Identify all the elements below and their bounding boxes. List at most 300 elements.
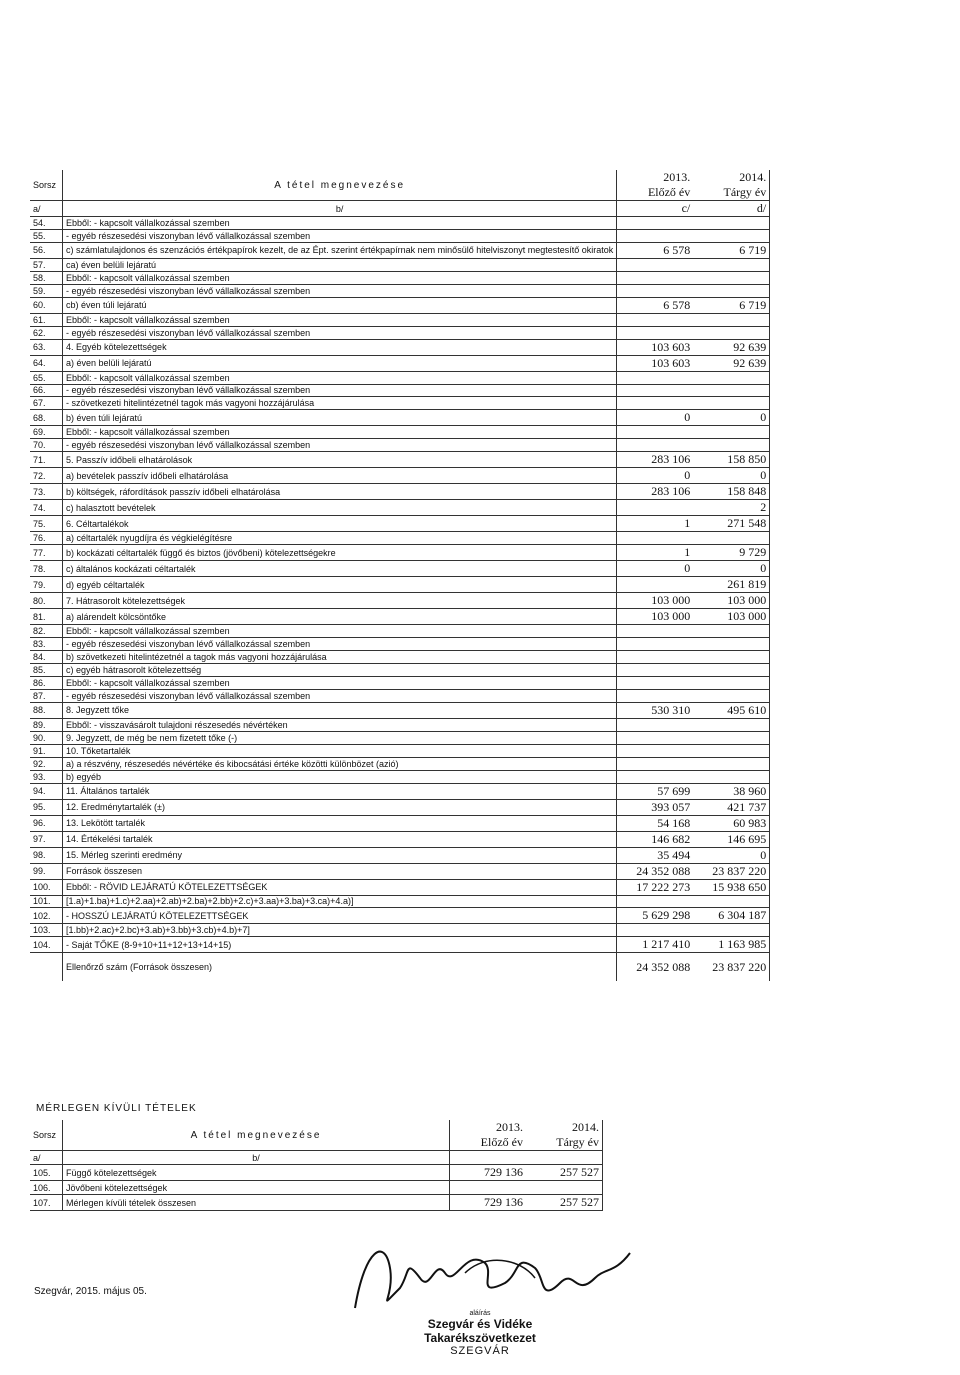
row-number: 89. xyxy=(30,718,63,731)
table-row xyxy=(30,410,770,426)
current-year-value xyxy=(693,397,770,410)
table-row xyxy=(30,297,770,313)
prev-year-value: 393 057 xyxy=(617,799,694,815)
prev-year-value xyxy=(617,258,694,271)
row-number: 72. xyxy=(30,468,63,484)
prev-year-value xyxy=(617,895,694,908)
row-number: 84. xyxy=(30,651,63,664)
row-number: 103. xyxy=(30,924,63,937)
row-description: Jövőbeni kötelezettségek xyxy=(63,1181,450,1195)
cooperative-stamp xyxy=(400,1310,560,1357)
col-num-header: Sorsz xyxy=(30,170,63,201)
row-number: 85. xyxy=(30,664,63,677)
row-description: Függő kötelezettségek xyxy=(63,1165,450,1181)
current-year-value xyxy=(693,313,770,326)
row-number: 100. xyxy=(30,879,63,895)
row-description: b) kockázati céltartalék függő és biztos (jövőbeni) kötelezettségekre xyxy=(63,545,617,561)
row-number: 76. xyxy=(30,532,63,545)
table-row xyxy=(30,384,770,397)
current-year-value: 6 719 xyxy=(693,297,770,313)
table-row xyxy=(30,770,770,783)
liabilities-table xyxy=(30,170,770,981)
prev-year-value: 283 106 xyxy=(617,452,694,468)
row-description: 13. Lekötött tartalék xyxy=(63,815,617,831)
table-row xyxy=(30,339,770,355)
col-a-label: a/ xyxy=(30,1151,63,1165)
table-row xyxy=(30,313,770,326)
row-number: 94. xyxy=(30,783,63,799)
table-row xyxy=(30,326,770,339)
row-description: d) egyéb céltartalék xyxy=(63,577,617,593)
table-row xyxy=(30,831,770,847)
stamp-line-3: SZEGVÁR xyxy=(450,1345,510,1357)
offbalance-title: MÉRLEGEN KÍVÜLI TÉTELEK xyxy=(36,1103,197,1114)
prev-year-value xyxy=(617,532,694,545)
table-row xyxy=(30,702,770,718)
row-number: 97. xyxy=(30,831,63,847)
row-number: 71. xyxy=(30,452,63,468)
row-description: 11. Általános tartalék xyxy=(63,783,617,799)
row-description: - egyéb részesedési viszonyban lévő vállalkozással szemben xyxy=(63,638,617,651)
row-number: 70. xyxy=(30,439,63,452)
prev-year-value xyxy=(617,651,694,664)
row-description: Ebből: - visszavásárolt tulajdoni részesedés névértéken xyxy=(63,718,617,731)
row-number: 106. xyxy=(30,1181,63,1195)
row-description: a) alárendelt kölcsöntőke xyxy=(63,609,617,625)
row-number: 79. xyxy=(30,577,63,593)
table-row xyxy=(30,651,770,664)
table-row xyxy=(30,783,770,799)
row-description: Mérlegen kívüli tételek összesen xyxy=(63,1195,450,1211)
row-number: 88. xyxy=(30,702,63,718)
table-row xyxy=(30,426,770,439)
prev-year-value: 1 217 410 xyxy=(617,937,694,953)
current-year-value xyxy=(693,426,770,439)
prev-year-value xyxy=(617,439,694,452)
table-row xyxy=(30,500,770,516)
checksum-cur: 23 837 220 xyxy=(693,953,770,981)
row-description: a) bevételek passzív időbeli elhatárolása xyxy=(63,468,617,484)
row-description: Források összesen xyxy=(63,863,617,879)
row-description: 10. Tőketartalék xyxy=(63,744,617,757)
prev-year-value: 729 136 xyxy=(450,1165,527,1181)
row-description: [1.bb)+2.ac)+2.bc)+3.ab)+3.bb)+3.cb)+4.b)+7] xyxy=(63,924,617,937)
current-year-value xyxy=(693,326,770,339)
row-description: Ebből: - kapcsolt vállalkozással szemben xyxy=(63,313,617,326)
row-number: 64. xyxy=(30,355,63,371)
row-description: - egyéb részesedési viszonyban lévő vállalkozással szemben xyxy=(63,326,617,339)
offbalance-header-row-1 xyxy=(30,1120,603,1151)
row-description: - egyéb részesedési viszonyban lévő vállalkozással szemben xyxy=(63,284,617,297)
prev-year-value xyxy=(617,718,694,731)
row-number: 57. xyxy=(30,258,63,271)
table-row xyxy=(30,561,770,577)
current-year-value: 0 xyxy=(693,468,770,484)
current-year-value: 60 983 xyxy=(693,815,770,831)
prev-year-value xyxy=(617,664,694,677)
prev-year-value: 729 136 xyxy=(450,1195,527,1211)
current-year-value xyxy=(693,271,770,284)
col-title-header: A tétel megnevezése xyxy=(63,1120,450,1151)
prev-year-value: 0 xyxy=(617,410,694,426)
table-row xyxy=(30,355,770,371)
prev-year-value xyxy=(617,757,694,770)
prev-year-value: 1 xyxy=(617,545,694,561)
current-year-value xyxy=(693,676,770,689)
prev-year-value: 17 222 273 xyxy=(617,879,694,895)
stamp-line-2: Takarékszövetkezet xyxy=(424,1331,536,1345)
table-row xyxy=(30,863,770,879)
row-description: a) éven belüli lejáratú xyxy=(63,355,617,371)
current-year-value: 1 163 985 xyxy=(693,937,770,953)
row-description: c) általános kockázati céltartalék xyxy=(63,561,617,577)
col-prev-year: 2013. Előző év xyxy=(450,1120,527,1151)
current-year-value: 158 848 xyxy=(693,484,770,500)
table-row xyxy=(30,895,770,908)
prev-year-value: 57 699 xyxy=(617,783,694,799)
row-number: 95. xyxy=(30,799,63,815)
row-description: 5. Passzív időbeli elhatárolások xyxy=(63,452,617,468)
table-row xyxy=(30,815,770,831)
prev-year-value: 0 xyxy=(617,561,694,577)
prev-year-value: 103 603 xyxy=(617,355,694,371)
current-year-value: 103 000 xyxy=(693,609,770,625)
prev-year-value xyxy=(617,577,694,593)
row-number: 77. xyxy=(30,545,63,561)
current-year-value xyxy=(693,625,770,638)
prev-year-value: 5 629 298 xyxy=(617,908,694,924)
row-description: 9. Jegyzett, de még be nem fizetett tőke (-) xyxy=(63,731,617,744)
prev-year-value xyxy=(617,744,694,757)
table-row xyxy=(30,484,770,500)
current-year-value xyxy=(693,638,770,651)
current-year-value: 92 639 xyxy=(693,339,770,355)
row-description: b) éven túli lejáratú xyxy=(63,410,617,426)
prev-year-value xyxy=(617,924,694,937)
prev-year-value: 24 352 088 xyxy=(617,863,694,879)
row-description: Ebből: - kapcsolt vállalkozással szemben xyxy=(63,426,617,439)
current-year-value xyxy=(693,731,770,744)
current-year-value xyxy=(693,744,770,757)
table-row xyxy=(30,664,770,677)
table-row xyxy=(30,625,770,638)
table-row xyxy=(30,452,770,468)
col-d-label: d/ xyxy=(693,201,770,217)
row-description: b) egyéb xyxy=(63,770,617,783)
row-number: 92. xyxy=(30,757,63,770)
current-year-value: 0 xyxy=(693,410,770,426)
prev-year-value: 146 682 xyxy=(617,831,694,847)
row-number: 105. xyxy=(30,1165,63,1181)
current-year-value: 257 527 xyxy=(526,1195,603,1211)
prev-year-value: 6 578 xyxy=(617,297,694,313)
row-number: 90. xyxy=(30,731,63,744)
prev-year-value xyxy=(617,326,694,339)
row-number: 66. xyxy=(30,384,63,397)
table-row xyxy=(30,545,770,561)
prev-year-value xyxy=(617,217,694,230)
col-c-label: c/ xyxy=(617,201,694,217)
table-row xyxy=(30,744,770,757)
row-number: 75. xyxy=(30,516,63,532)
row-description: a) céltartalék nyugdíjra és végkielégítésre xyxy=(63,532,617,545)
prev-year-value xyxy=(617,271,694,284)
row-number: 69. xyxy=(30,426,63,439)
row-number: 61. xyxy=(30,313,63,326)
col-title-header: A tétel megnevezése xyxy=(63,170,617,201)
table-row xyxy=(30,924,770,937)
prev-year-value: 103 603 xyxy=(617,339,694,355)
prev-year-value xyxy=(617,500,694,516)
row-description: 12. Eredménytartalék (±) xyxy=(63,799,617,815)
table-row xyxy=(30,593,770,609)
prev-year-value xyxy=(617,676,694,689)
stamp-line-1: Szegvár és Vidéke xyxy=(427,1317,533,1331)
offbalance-header-row-2 xyxy=(30,1151,603,1165)
row-description: cb) éven túli lejáratú xyxy=(63,297,617,313)
table-row xyxy=(30,757,770,770)
prev-year-value: 103 000 xyxy=(617,609,694,625)
prev-year-value: 35 494 xyxy=(617,847,694,863)
current-year-value xyxy=(693,284,770,297)
row-description: - egyéb részesedési viszonyban lévő vállalkozással szemben xyxy=(63,439,617,452)
table-row xyxy=(30,638,770,651)
row-description: 4. Egyéb kötelezettségek xyxy=(63,339,617,355)
row-number: 86. xyxy=(30,676,63,689)
prev-year-value: 0 xyxy=(617,468,694,484)
table-row xyxy=(30,468,770,484)
current-year-value xyxy=(693,384,770,397)
current-year-value xyxy=(693,689,770,702)
prev-year-value: 6 578 xyxy=(617,242,694,258)
prev-year-value xyxy=(617,625,694,638)
col-cur-year: 2014. Tárgy év xyxy=(693,170,770,201)
table-row xyxy=(30,371,770,384)
row-description: - egyéb részesedési viszonyban lévő vállalkozással szemben xyxy=(63,689,617,702)
current-year-value xyxy=(693,371,770,384)
row-number: 78. xyxy=(30,561,63,577)
table-row xyxy=(30,718,770,731)
row-description: b) szövetkezeti hitelintézetnél a tagok más vagyoni hozzájárulása xyxy=(63,651,617,664)
current-year-value xyxy=(693,924,770,937)
table-row xyxy=(30,271,770,284)
offbalance-row xyxy=(30,1181,603,1195)
offbalance-row xyxy=(30,1165,603,1181)
checksum-prev: 24 352 088 xyxy=(636,959,691,974)
row-number: 60. xyxy=(30,297,63,313)
current-year-value xyxy=(693,258,770,271)
table-row xyxy=(30,397,770,410)
table-row xyxy=(30,258,770,271)
table-row xyxy=(30,532,770,545)
prev-year-value: 1 xyxy=(617,516,694,532)
prev-year-value xyxy=(617,770,694,783)
row-description: - egyéb részesedési viszonyban lévő vállalkozással szemben xyxy=(63,384,617,397)
row-number: 101. xyxy=(30,895,63,908)
prev-year-value: 530 310 xyxy=(617,702,694,718)
current-year-value: 92 639 xyxy=(693,355,770,371)
row-number: 54. xyxy=(30,217,63,230)
row-number: 67. xyxy=(30,397,63,410)
row-number: 58. xyxy=(30,271,63,284)
row-number: 55. xyxy=(30,229,63,242)
row-number: 56. xyxy=(30,242,63,258)
row-number: 93. xyxy=(30,770,63,783)
row-number: 96. xyxy=(30,815,63,831)
table-row xyxy=(30,937,770,953)
current-year-value xyxy=(526,1181,603,1195)
row-description: - szövetkezeti hitelintézetnél tagok más vagyoni hozzájárulása xyxy=(63,397,617,410)
current-year-value xyxy=(693,718,770,731)
row-description: c) halasztott bevételek xyxy=(63,500,617,516)
current-year-value: 261 819 xyxy=(693,577,770,593)
current-year-value: 495 610 xyxy=(693,702,770,718)
row-number: 59. xyxy=(30,284,63,297)
table-row xyxy=(30,908,770,924)
row-number: 87. xyxy=(30,689,63,702)
row-description: - Saját TŐKE (8-9+10+11+12+13+14+15) xyxy=(63,937,617,953)
row-number: 68. xyxy=(30,410,63,426)
current-year-value: 0 xyxy=(693,847,770,863)
row-description: 8. Jegyzett tőke xyxy=(63,702,617,718)
current-year-value xyxy=(693,217,770,230)
current-year-value: 2 xyxy=(693,500,770,516)
prev-year-value xyxy=(617,426,694,439)
table-row xyxy=(30,689,770,702)
row-description: a) a részvény, részesedés névértéke és kibocsátási értéke közötti különbözet (azió) xyxy=(63,757,617,770)
col-cur-year: 2014. Tárgy év xyxy=(526,1120,603,1151)
col-a-label: a/ xyxy=(30,201,63,217)
current-year-value: 271 548 xyxy=(693,516,770,532)
row-description: Ebből: - kapcsolt vállalkozással szemben xyxy=(63,676,617,689)
current-year-value: 421 737 xyxy=(693,799,770,815)
current-year-value: 158 850 xyxy=(693,452,770,468)
row-description: Ebből: - kapcsolt vállalkozással szemben xyxy=(63,217,617,230)
row-number: 65. xyxy=(30,371,63,384)
current-year-value xyxy=(693,532,770,545)
stamp-signature-label: aláírás xyxy=(469,1310,491,1317)
current-year-value: 6 304 187 xyxy=(693,908,770,924)
current-year-value: 103 000 xyxy=(693,593,770,609)
prev-year-value xyxy=(617,229,694,242)
prev-year-value xyxy=(617,731,694,744)
row-number: 83. xyxy=(30,638,63,651)
current-year-value xyxy=(693,895,770,908)
table-row xyxy=(30,847,770,863)
row-number: 91. xyxy=(30,744,63,757)
offbalance-table xyxy=(30,1120,603,1211)
row-number: 99. xyxy=(30,863,63,879)
row-number: 81. xyxy=(30,609,63,625)
row-description: 7. Hátrasorolt kötelezettségek xyxy=(63,593,617,609)
current-year-value xyxy=(693,770,770,783)
table-row xyxy=(30,577,770,593)
prev-year-value xyxy=(617,313,694,326)
prev-year-value: 103 000 xyxy=(617,593,694,609)
current-year-value: 257 527 xyxy=(526,1165,603,1181)
current-year-value: 23 837 220 xyxy=(693,863,770,879)
row-description: c) számlatulajdonos és szenzációs értékpapírok kezelt, de az Épt. szerint értékpapírnak nem minősülő hitelviszonyt megtestesítő okiratok xyxy=(63,242,617,258)
col-prev-year: 2013. Előző év xyxy=(617,170,694,201)
offbalance-row xyxy=(30,1195,603,1211)
current-year-value: 0 xyxy=(693,561,770,577)
current-year-value xyxy=(693,664,770,677)
current-year-value: 15 938 650 xyxy=(693,879,770,895)
table-row xyxy=(30,609,770,625)
prev-year-value xyxy=(617,689,694,702)
row-number: 63. xyxy=(30,339,63,355)
row-description: - HOSSZÚ LEJÁRATÚ KÖTELEZETTSÉGEK xyxy=(63,908,617,924)
row-description: [1.a)+1.ba)+1.c)+2.aa)+2.ab)+2.ba)+2.bb)+2.c)+3.aa)+3.ba)+3.ca)+4.a)] xyxy=(63,895,617,908)
row-number: 102. xyxy=(30,908,63,924)
table-header-row-2 xyxy=(30,201,770,217)
row-description: b) költségek, ráfordítások passzív időbeli elhatárolása xyxy=(63,484,617,500)
prev-year-value xyxy=(617,371,694,384)
table-row xyxy=(30,731,770,744)
col-b-label: b/ xyxy=(63,201,617,217)
checksum-label: Ellenőrző szám (Források összesen) xyxy=(63,953,617,981)
row-description: ca) éven belüli lejáratú xyxy=(63,258,617,271)
table-row xyxy=(30,217,770,230)
place-date: Szegvár, 2015. május 05. xyxy=(34,1286,147,1297)
col-num-header: Sorsz xyxy=(30,1120,63,1151)
prev-year-value xyxy=(450,1181,527,1195)
current-year-value: 6 719 xyxy=(693,242,770,258)
current-year-value: 9 729 xyxy=(693,545,770,561)
checksum-row xyxy=(30,953,770,981)
prev-year-value xyxy=(617,397,694,410)
prev-year-value xyxy=(617,638,694,651)
current-year-value xyxy=(693,757,770,770)
table-row xyxy=(30,284,770,297)
row-description: c) egyéb hátrasorolt kötelezettség xyxy=(63,664,617,677)
handwritten-signature xyxy=(345,1228,645,1318)
col-b-label: b/ xyxy=(63,1151,450,1165)
row-number: 98. xyxy=(30,847,63,863)
row-description: Ebből: - kapcsolt vállalkozással szemben xyxy=(63,371,617,384)
table-row xyxy=(30,799,770,815)
row-number: 74. xyxy=(30,500,63,516)
table-row xyxy=(30,676,770,689)
row-number: 82. xyxy=(30,625,63,638)
current-year-value xyxy=(693,651,770,664)
row-number: 107. xyxy=(30,1195,63,1211)
table-row xyxy=(30,242,770,258)
row-description: Ebből: - kapcsolt vállalkozással szemben xyxy=(63,625,617,638)
row-description: Ebből: - kapcsolt vállalkozással szemben xyxy=(63,271,617,284)
current-year-value xyxy=(693,229,770,242)
row-description: 15. Mérleg szerinti eredmény xyxy=(63,847,617,863)
row-description: Ebből: - RÖVID LEJÁRATÚ KÖTELEZETTSÉGEK xyxy=(63,879,617,895)
row-number: 73. xyxy=(30,484,63,500)
row-number: 80. xyxy=(30,593,63,609)
prev-year-value xyxy=(617,284,694,297)
row-number: 104. xyxy=(30,937,63,953)
row-description: 6. Céltartalékok xyxy=(63,516,617,532)
current-year-value: 38 960 xyxy=(693,783,770,799)
prev-year-value xyxy=(617,384,694,397)
table-row xyxy=(30,439,770,452)
row-number: 62. xyxy=(30,326,63,339)
table-header-row-1 xyxy=(30,170,770,201)
prev-year-value: 54 168 xyxy=(617,815,694,831)
row-description: 14. Értékelési tartalék xyxy=(63,831,617,847)
table-row xyxy=(30,516,770,532)
row-description: - egyéb részesedési viszonyban lévő vállalkozással szemben xyxy=(63,229,617,242)
table-row xyxy=(30,879,770,895)
current-year-value xyxy=(693,439,770,452)
table-row xyxy=(30,229,770,242)
